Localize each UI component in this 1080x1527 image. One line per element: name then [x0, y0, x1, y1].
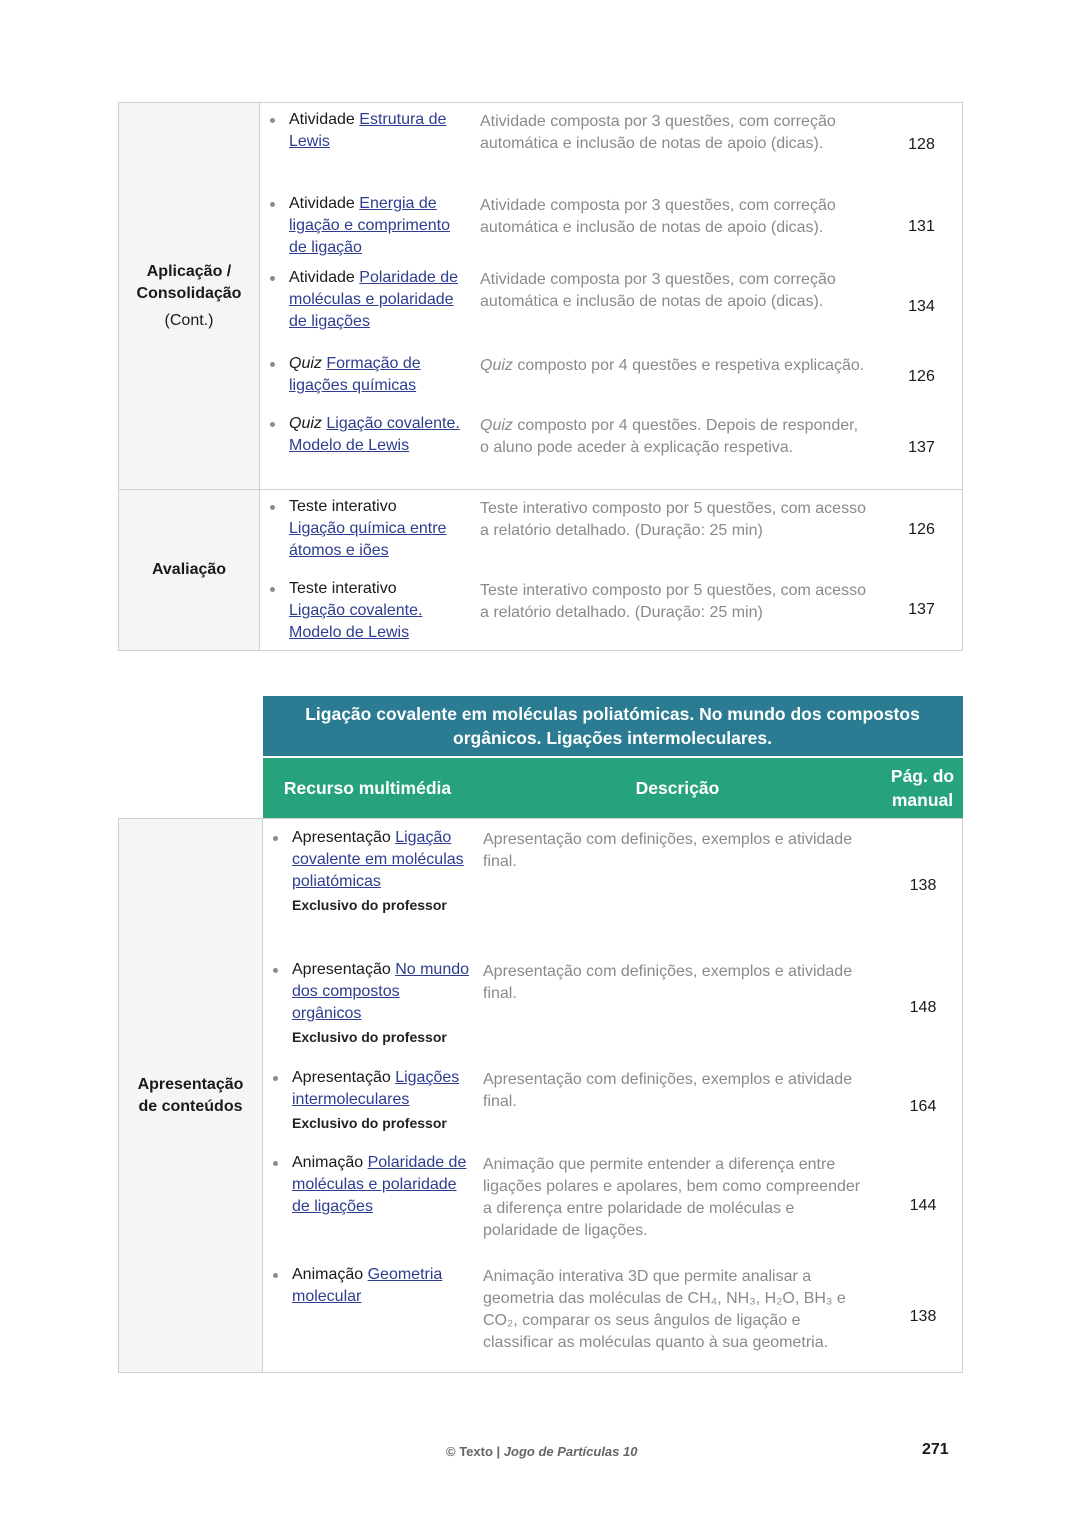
items-list — [260, 490, 963, 650]
table-title: Ligação covalente em moléculas poliatómicas. No mundo dos compostos orgânicos. Ligações intermoleculares. — [263, 696, 963, 757]
resource-type: Atividade — [289, 269, 355, 286]
description-cell — [470, 570, 880, 650]
description-text: Apresentação com definições, exemplos e atividade final. — [483, 1071, 853, 1110]
bullet-icon — [273, 836, 278, 841]
description-cell — [470, 407, 880, 489]
description-cell — [473, 1262, 883, 1372]
resource-cell — [263, 1150, 473, 1262]
description-cell — [473, 953, 883, 1063]
description-cell — [470, 347, 880, 407]
category-cell — [119, 819, 263, 1373]
page-number: 271 — [922, 1441, 949, 1458]
resource-row — [260, 267, 963, 347]
description-text: Teste interativo composto por 5 questões, com acesso a relatório detalhado. (Duração: 25 min) — [480, 582, 866, 621]
resource-cell — [260, 570, 470, 650]
category-label: Aplicação / Consolidação — [136, 262, 242, 302]
description-cell — [470, 490, 880, 570]
resource-link[interactable]: Polaridade de moléculas e polaridade de ligações — [289, 269, 459, 330]
manual-page: 138 — [909, 1308, 937, 1325]
resource-row — [263, 953, 963, 1063]
items-cell — [263, 819, 963, 1373]
bullet-icon — [270, 276, 275, 281]
category-continued-label: (Cont.) — [164, 311, 214, 329]
description-cell — [473, 1150, 883, 1262]
manual-page: 131 — [908, 218, 935, 235]
bullet-icon — [273, 968, 278, 973]
section-row-avaliacao — [119, 490, 963, 651]
description-cell — [473, 819, 883, 953]
resource-type: Teste interativo — [289, 498, 397, 515]
manual-page: 148 — [909, 999, 937, 1016]
items-list — [263, 819, 963, 1372]
header-resource: Recurso multimédia — [263, 757, 473, 819]
resource-cell — [260, 103, 470, 187]
bullet-icon — [270, 362, 275, 367]
bullet-icon — [273, 1273, 278, 1278]
bullet-icon — [270, 587, 275, 592]
description-prefix: Quiz — [480, 357, 513, 374]
description-text: Animação que permite entender a diferença entre ligações polares e apolares, bem como compreender a diferença entre polaridade de moléculas e polaridade de ligações. — [483, 1156, 861, 1239]
section-row-apresentacao — [119, 819, 963, 1373]
resource-row — [260, 103, 963, 187]
resource-row — [260, 187, 963, 267]
resource-type: Teste interativo — [289, 580, 397, 597]
resource-link[interactable]: Geometria molecular — [292, 1266, 443, 1305]
resource-cell — [263, 819, 473, 953]
resource-cell — [260, 267, 470, 347]
category-label: Apresentação de conteúdos — [137, 1075, 244, 1115]
resource-link[interactable]: Ligação covalente em moléculas poliatómicas — [292, 829, 464, 890]
items-list — [260, 103, 963, 489]
description-cell — [470, 187, 880, 267]
resource-type: Atividade — [289, 195, 355, 212]
manual-page: 126 — [908, 521, 935, 538]
resource-type: Apresentação — [292, 961, 391, 978]
section-row-aplicacao — [119, 103, 963, 490]
description-cell — [470, 103, 880, 187]
resource-link[interactable]: Estrutura de Lewis — [289, 111, 447, 150]
resource-row — [260, 490, 963, 570]
header-description: Descrição — [473, 757, 883, 819]
manual-page: 134 — [908, 298, 935, 315]
resources-table-continued — [118, 102, 963, 651]
description-text: Apresentação com definições, exemplos e atividade final. — [483, 963, 853, 1002]
bullet-icon — [273, 1076, 278, 1081]
resource-type: Quiz — [289, 355, 322, 372]
description-text: Animação interativa 3D que permite analisar a geometria das moléculas de CH₄, NH₃, H₂O, BH₃ e CO₂, comparar os seus ângulos de ligação e classificar as moléculas quanto à sua geometria. — [483, 1268, 846, 1351]
resource-type: Apresentação — [292, 1069, 391, 1086]
category-label: Avaliação — [151, 561, 227, 578]
manual-page: 138 — [909, 877, 937, 894]
resource-cell — [260, 407, 470, 489]
resource-row — [260, 570, 963, 650]
bullet-icon — [270, 422, 275, 427]
manual-page: 144 — [909, 1197, 937, 1214]
manual-page: 137 — [908, 439, 935, 456]
resource-link[interactable]: Formação de ligações químicas — [289, 355, 421, 394]
description-prefix: Quiz — [480, 417, 513, 434]
resource-cell — [263, 1063, 473, 1150]
resource-type: Quiz — [289, 415, 322, 432]
header-page: Pág. do manual — [883, 757, 963, 819]
resource-link[interactable]: Ligação química entre átomos e iões — [289, 520, 447, 559]
resource-type: Atividade — [289, 111, 355, 128]
category-cell — [119, 103, 260, 490]
resource-cell — [263, 1262, 473, 1372]
description-cell — [473, 1063, 883, 1150]
category-cell — [119, 490, 260, 651]
resource-row — [263, 1063, 963, 1150]
items-cell — [260, 103, 963, 490]
manual-page: 126 — [908, 368, 935, 385]
resource-cell — [260, 347, 470, 407]
bullet-icon — [270, 118, 275, 123]
bullet-icon — [273, 1161, 278, 1166]
separator: | — [496, 1444, 501, 1459]
description-text: composto por 4 questões. Depois de responder, o aluno pode aceder à explicação respetiva. — [480, 417, 859, 456]
resource-cell — [260, 490, 470, 570]
copyright: © Texto — [446, 1444, 493, 1459]
manual-page: 128 — [908, 136, 935, 153]
description-cell — [470, 267, 880, 347]
resource-link[interactable]: Ligações intermoleculares — [292, 1069, 460, 1108]
resource-link[interactable]: Ligação covalente. Modelo de Lewis — [289, 602, 423, 641]
resource-link[interactable]: Ligação covalente. Modelo de Lewis — [289, 415, 460, 454]
teacher-only-note: Exclusivo do professor — [292, 897, 447, 913]
resource-row — [260, 407, 963, 489]
resource-link[interactable]: Polaridade de moléculas e polaridade de ligações — [292, 1154, 467, 1215]
bullet-icon — [270, 505, 275, 510]
description-text: Atividade composta por 3 questões, com correção automática e inclusão de notas de apoio (dicas). — [480, 113, 836, 152]
resource-row — [263, 819, 963, 953]
header-row — [119, 757, 963, 819]
description-text: Teste interativo composto por 5 questões, com acesso a relatório detalhado. (Duração: 25 min) — [480, 500, 866, 539]
resource-type: Animação — [292, 1154, 364, 1171]
resource-type: Animação — [292, 1266, 364, 1283]
description-text: Atividade composta por 3 questões, com correção automática e inclusão de notas de apoio (dicas). — [480, 197, 836, 236]
teacher-only-note: Exclusivo do professor — [292, 1115, 447, 1131]
resource-row — [263, 1262, 963, 1372]
items-cell — [260, 490, 963, 651]
title-row — [119, 696, 963, 757]
resource-row — [263, 1150, 963, 1262]
resource-row — [260, 347, 963, 407]
description-text: Atividade composta por 3 questões, com correção automática e inclusão de notas de apoio (dicas). — [480, 271, 836, 310]
description-text: composto por 4 questões e respetiva explicação. — [512, 357, 865, 374]
bullet-icon — [270, 202, 275, 207]
resources-table — [118, 696, 963, 1373]
description-text: Apresentação com definições, exemplos e atividade final. — [483, 831, 853, 870]
resource-link[interactable]: No mundo dos compostos orgânicos — [292, 961, 470, 1022]
book-title: Jogo de Partículas 10 — [503, 1444, 638, 1459]
manual-page: 164 — [909, 1097, 937, 1115]
resource-link[interactable]: Energia de ligação e comprimento de ligação — [289, 195, 450, 256]
footer-credit — [446, 1444, 637, 1459]
teacher-only-note: Exclusivo do professor — [292, 1029, 447, 1045]
manual-page: 137 — [908, 601, 935, 618]
resource-cell — [260, 187, 470, 267]
resource-cell — [263, 953, 473, 1063]
resource-type: Apresentação — [292, 829, 391, 846]
